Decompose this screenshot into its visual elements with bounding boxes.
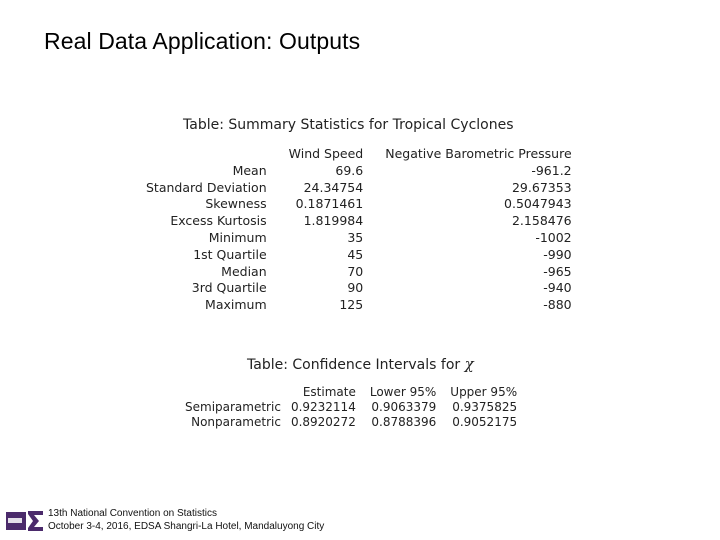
ci-table-corner [185,385,281,400]
row-label: Mean [232,162,267,178]
wind-speed-value: 0.1871461 [295,196,364,212]
summary-table [146,146,572,314]
row-label: Maximum [205,297,267,313]
row-label: Semiparametric [185,400,281,414]
ci-table-caption [247,355,474,373]
row-label: Nonparametric [191,415,281,429]
wind-speed-value: 35 [347,229,364,245]
summary-table-corner [146,146,289,163]
row-label: Median [221,263,267,279]
column-header-pressure: Negative Barometric Pressure [385,146,572,161]
wind-speed-value: 125 [339,297,364,313]
summary-table-caption: Table: Summary Statistics for Tropical Cyclones [183,117,514,133]
column-header-lower: Lower 95% [369,385,437,399]
table-row [146,180,572,197]
pressure-value: -965 [543,263,572,279]
estimate-value: 0.8920272 [290,415,356,429]
footer-text [48,507,324,533]
pressure-value: 2.158476 [511,213,572,229]
table-row [146,213,572,230]
table-row [185,400,517,415]
row-label: 3rd Quartile [191,280,267,296]
pressure-value: -880 [543,297,572,313]
lower-value: 0.9063379 [371,400,437,414]
convention-logo-icon [6,509,44,533]
table-row [185,415,517,430]
row-label: Excess Kurtosis [170,213,267,229]
ci-table [185,385,517,430]
pressure-value: 0.5047943 [504,196,572,212]
pressure-value: -990 [543,246,572,262]
pressure-value: -961.2 [531,162,572,178]
wind-speed-value: 70 [347,263,364,279]
table-row [146,163,572,180]
footer-line-2: October 3-4, 2016, EDSA Shangri-La Hotel, Mandaluyong City [48,521,325,532]
table-row [146,264,572,281]
wind-speed-value: 69.6 [335,162,364,178]
upper-value: 0.9375825 [452,400,518,414]
row-label: 1st Quartile [193,246,267,262]
pressure-value: 29.67353 [511,179,572,195]
footer-line-1: 13th National Convention on Statistics [48,508,217,519]
wind-speed-value: 90 [347,280,364,296]
wind-speed-value: 24.34754 [303,179,364,195]
row-label: Skewness [205,196,267,212]
slide-title: Real Data Application: Outputs [44,28,361,54]
row-label: Minimum [208,229,267,245]
chi-symbol: χ [464,355,474,373]
column-header-upper: Upper 95% [450,385,518,399]
table-row [146,230,572,247]
estimate-value: 0.9232114 [290,400,356,414]
pressure-value: -1002 [535,229,572,245]
table-row [146,280,572,297]
summary-table-header-row [146,146,572,163]
table-row [146,196,572,213]
ci-caption-text: Table: Confidence Intervals for [247,357,461,373]
upper-value: 0.9052175 [452,415,518,429]
table-row [146,247,572,264]
ci-table-header-row [185,385,517,400]
wind-speed-value: 45 [347,246,364,262]
column-header-wind-speed: Wind Speed [288,146,364,161]
row-label: Standard Deviation [146,179,267,195]
wind-speed-value: 1.819984 [303,213,364,229]
pressure-value: -940 [543,280,572,296]
column-header-estimate: Estimate [302,385,356,399]
table-row [146,297,572,314]
lower-value: 0.8788396 [371,415,437,429]
